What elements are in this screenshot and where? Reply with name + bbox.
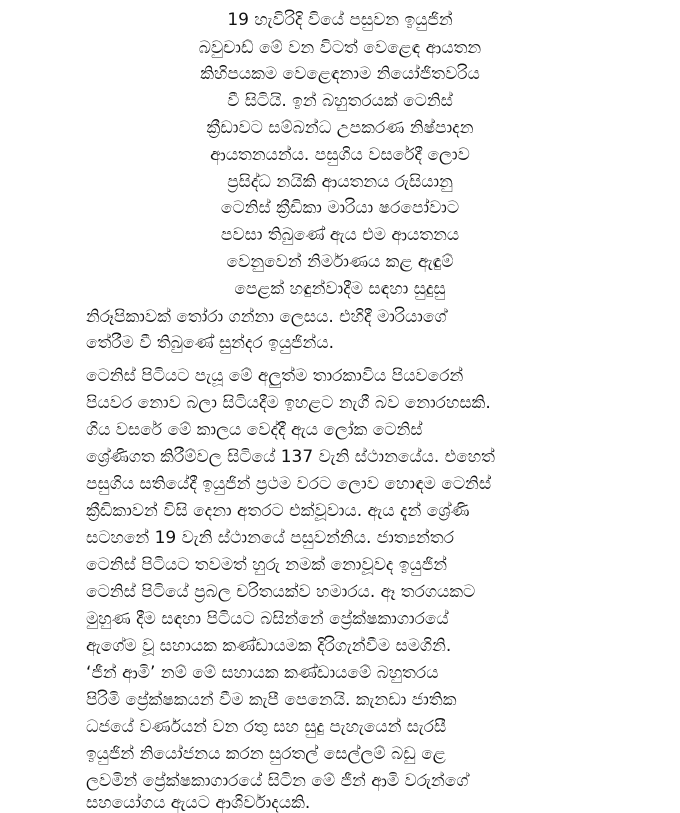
text-line: වී සිටියි. ඉන් බහුතරයක් ටෙනිස් <box>227 91 453 111</box>
cropped-top-line <box>250 0 500 6</box>
text-line: සහයෝගය ඇයට ආශිර්වාදයකි. <box>86 793 311 813</box>
text-line: පිරිමි ප්‍රේක්ෂකයන් වීම කැපී පෙනෙයි. කැනඩා ජාතික <box>86 690 457 710</box>
text-line: ‘ජීන් ආමි’ නම් මේ සහායක කණ්ඩායමේ බහුතරය <box>86 663 439 683</box>
text-line: ටෙනිස් ක්‍රීඩිකා මාරියා ෂරපෝවාට <box>220 198 460 218</box>
text-line: පසුගිය සතියේදී ඉයුජින් ප්‍රථම වරට ලොව හොඳම ටෙනිස් <box>86 474 492 494</box>
text-line: ප්‍රසිද්ධ නයිකි ආයතනය රුසියානු <box>227 172 453 192</box>
text-line: ඉයුජින් නියෝජනය කරන සුරතල් සෙල්ලම් බඩු ළෙ <box>86 744 446 764</box>
text-line: සටහනේ 19 වැනි ස්ථානයේ පසුවන්නිය. ජාත්‍යන්තර <box>86 528 454 548</box>
text-line: තේරීම වී තිබුණේ සුන්දර ඉයුජින්ය. <box>86 333 334 353</box>
text-line: ලවමින් ප්‍රේක්ෂකාගාරයේ සිටින මේ ජීන් ආමි වරුන්ගේ <box>86 771 469 791</box>
text-line: පියවර නොව බලා සිටියදීම ඉහළට නැගී බව නොරහසකි. <box>86 393 491 413</box>
text-line: මුහුණ දීම සඳහා පිටියට බසින්නේ ප්‍රේක්ෂකාගාරයේ <box>86 609 449 629</box>
text-line: බවුචාඩ් මේ වන විටත් වෙළෙඳ ආයතන <box>198 38 482 58</box>
text-line: නිරූපිකාවක් තෝරා ගන්නා ලෙසය. එහිදී මාරියාගේ <box>86 307 447 327</box>
text-line: ටෙනිස් පිටියට පැයූ මේ අලුත්ම තාරකාවිය පියවරෙන් <box>86 366 464 386</box>
text-line: ක්‍රීඩිකාවන් විසි දෙනා අතරට එක්වූවාය. ඇය දැන් ශ්‍රේණි <box>86 501 470 521</box>
text-line: ටෙනිස් පිටියේ ප්‍රබල චරිතයක්ව හමාරය. ඈ තරගයකට <box>86 582 476 602</box>
text-line: ඇගේම වූ සහායක කණ්ඩායමක දිරිගැන්වීම සමගිනි. <box>86 636 452 656</box>
text-line: පෙළක් හඳුන්වාදීම සඳහා සුදුසු <box>234 279 446 299</box>
text-line: ධජයේ වර්ණයන් වන රතු සහ සුදු පැහැයෙන් සැරසී <box>86 717 447 737</box>
text-line: ආයතනයන්ය. පසුගිය වසරේදී ලොව <box>210 145 470 165</box>
text-line: ශ්‍රේණිගත කිරීම්වල සිටියේ 137 වැනි ස්ථානයේය. එහෙත් <box>86 447 495 467</box>
text-line: ගිය වසරේ මේ කාලය වෙද්දී ඇය ලෝක ටෙනිස් <box>86 420 423 440</box>
text-line: ක්‍රීඩාවට සම්බන්ධ උපකරණ නිෂ්පාදන <box>206 118 474 138</box>
text-line: පවසා තිබුණේ ඇය එම ආයතනය <box>220 225 460 245</box>
text-line: ටෙනිස් පිටියට තවමත් හුරු නමක් නොවූවද ඉයුජින් <box>86 555 448 575</box>
text-line: වෙනුවෙන් නිර්මාණය කළ ඇඳුම් <box>226 252 454 272</box>
text-line: කිහිපයකම වෙළෙඳනාම නියෝජිතවරිය <box>200 64 480 84</box>
text-line: 19 හැවිරිදි වියේ පසුවන ඉයුජින් <box>227 10 453 30</box>
